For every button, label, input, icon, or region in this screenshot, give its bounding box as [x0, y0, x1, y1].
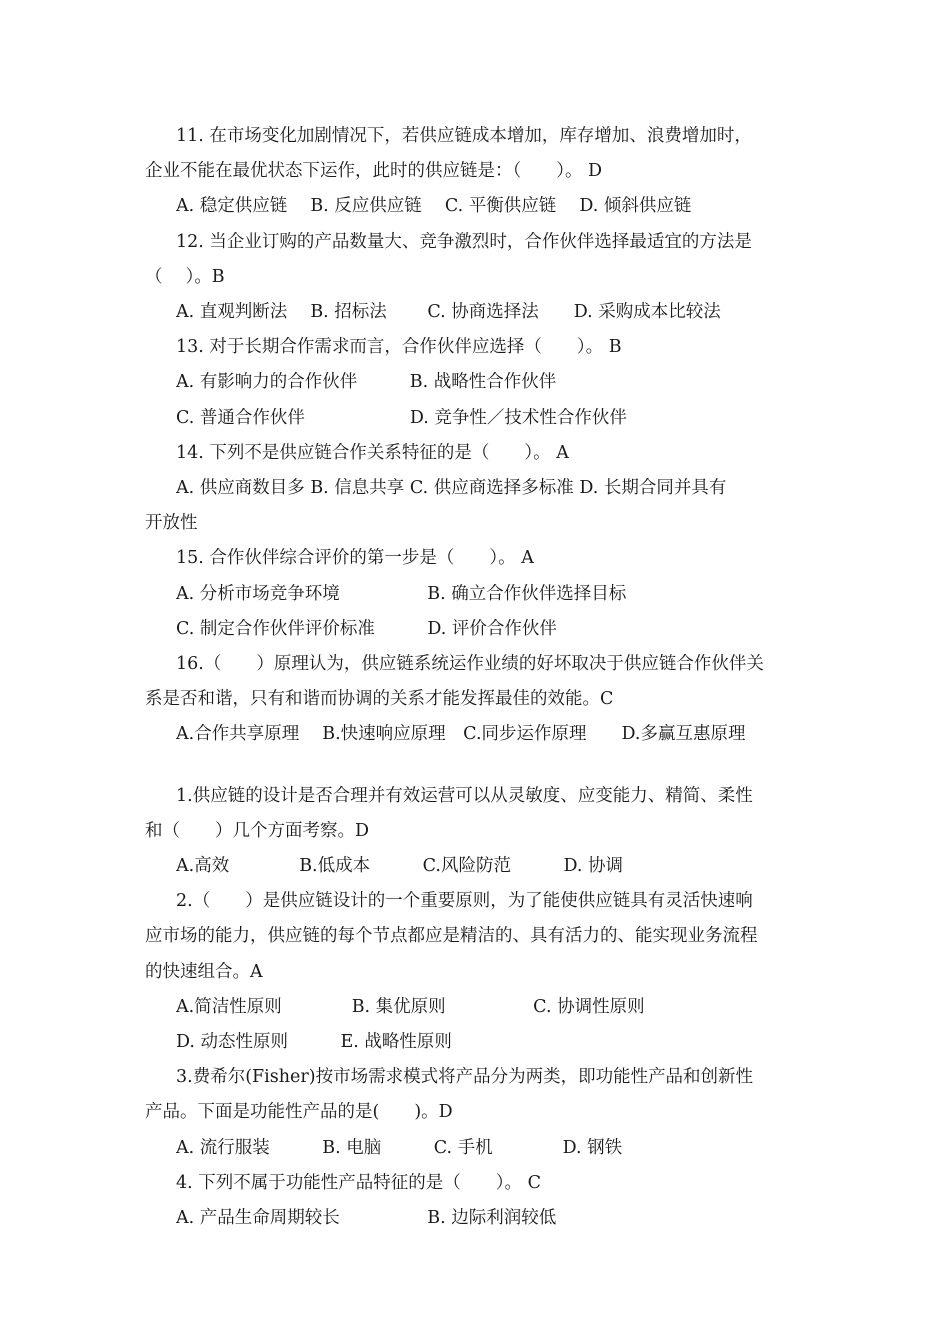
question-options-line: A. 直观判断法 B. 招标法 C. 协商选择法 D. 采购成本比较法	[176, 302, 721, 322]
question-stem-line: 1.供应链的设计是否合理并有效运营可以从灵敏度、应变能力、精简、柔性	[176, 786, 753, 806]
question-options-line: A. 供应商数目多 B. 信息共享 C. 供应商选择多标准 D. 长期合同并具有	[176, 478, 727, 498]
question-stem-line: 13. 对于长期合作需求而言，合作伙伴应选择（ ）。 B	[176, 337, 622, 357]
question-stem-line: 14. 下列不是供应链合作关系特征的是（ ）。 A	[176, 443, 569, 463]
question-stem-line: 11. 在市场变化加剧情况下，若供应链成本增加，库存增加、浪费增加时，	[176, 126, 752, 146]
question-options-line: D. 动态性原则 E. 战略性原则	[176, 1032, 452, 1052]
question-options-line: A.高效 B.低成本 C.风险防范 D. 协调	[176, 856, 623, 876]
question-stem-line: 3.费希尔(Fisher)按市场需求模式将产品分为两类，即功能性产品和创新性	[176, 1067, 754, 1087]
question-stem-line: 系是否和谐，只有和谐而协调的关系才能发挥最佳的效能。C	[145, 689, 614, 709]
question-stem-line: 和（ ）几个方面考察。D	[145, 821, 370, 841]
question-stem-line: 4. 下列不属于功能性产品特征的是（ ）。 C	[176, 1173, 541, 1193]
question-options-line: A. 有影响力的合作伙伴 B. 战略性合作伙伴	[176, 372, 557, 392]
question-options-line: A.合作共享原理 B.快速响应原理 C.同步运作原理 D.多赢互惠原理	[176, 724, 746, 744]
question-stem-line: 2.（ ）是供应链设计的一个重要原则，为了能使供应链具有灵活快速响	[176, 891, 753, 911]
question-stem-line: 的快速组合。A	[145, 962, 263, 982]
question-options-line: C. 普通合作伙伴 D. 竞争性／技术性合作伙伴	[176, 408, 627, 428]
question-options-line: 开放性	[145, 513, 198, 533]
question-options-line: A.简洁性原则 B. 集优原则 C. 协调性原则	[176, 997, 645, 1017]
question-stem-line: 16.（ ）原理认为，供应链系统运作业绩的好坏取决于供应链合作伙伴关	[176, 654, 764, 674]
question-options-line: C. 制定合作伙伴评价标准 D. 评价合作伙伴	[176, 619, 557, 639]
question-stem-line: 15. 合作伙伴综合评价的第一步是（ ）。 A	[176, 548, 534, 568]
question-options-line: A. 产品生命周期较长 B. 边际利润较低	[176, 1208, 557, 1228]
question-stem-line: 企业不能在最优状态下运作，此时的供应链是：（ ）。 D	[145, 161, 603, 181]
question-stem-line: 12. 当企业订购的产品数量大、竞争激烈时，合作伙伴选择最适宜的方法是	[176, 232, 752, 252]
question-stem-line: （ ）。B	[145, 267, 225, 287]
question-options-line: A. 流行服装 B. 电脑 C. 手机 D. 钢铁	[176, 1138, 623, 1158]
question-options-line: A. 分析市场竞争环境 B. 确立合作伙伴选择目标	[176, 584, 627, 604]
question-options-line: A. 稳定供应链 B. 反应供应链 C. 平衡供应链 D. 倾斜供应链	[176, 196, 692, 216]
question-stem-line: 产品。下面是功能性产品的是( )。D	[145, 1102, 453, 1122]
question-stem-line: 应市场的能力，供应链的每个节点都应是精洁的、具有活力的、能实现业务流程	[145, 926, 758, 946]
